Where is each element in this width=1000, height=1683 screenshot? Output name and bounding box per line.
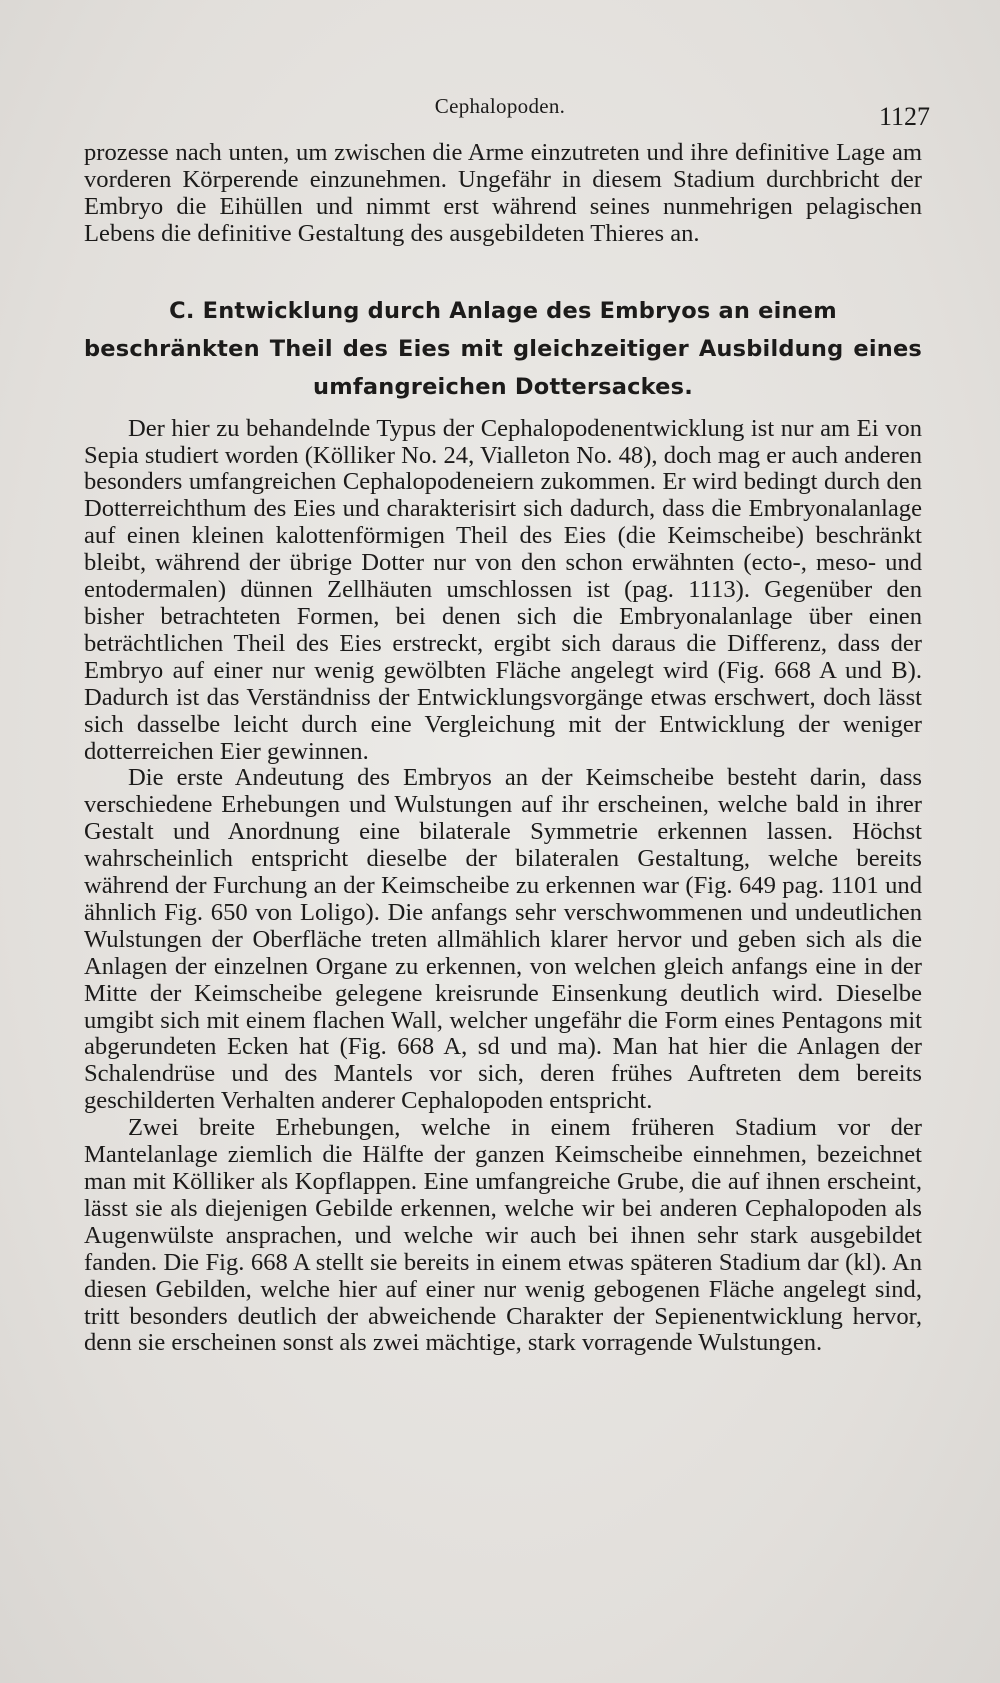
paragraph-continuation: prozesse nach unten, um zwischen die Arme einzutreten und ihre definitive Lage am vorderen Körperende einzunehmen. Ungefähr in diesem Stadium durchbricht der Embryo die Eihüllen und nimmt erst während seines nunmehrigen pelagischen Lebens die definitive Gestaltung des ausgebildeten Thieres an.	[84, 139, 922, 247]
paragraph-2: Die erste Andeutung des Embryos an der Keimscheibe besteht darin, dass verschiedene Erhebungen und Wulstungen auf ihr erscheinen, welche bald in ihrer Gestalt und Anordnung eine bilaterale Symmetrie erkennen lassen. Höchst wahrscheinlich entspricht dieselbe der bilateralen Gestaltung, welche bereits während der Furchung an der Keimscheibe zu erkennen war (Fig. 649 pag. 1101 und ähnlich Fig. 650 von Loligo). Die anfangs sehr verschwommenen und undeutlichen Wulstungen der Oberfläche treten allmählich klarer hervor und geben sich als die Anlagen der einzelnen Organe zu erkennen, von welchen gleich anfangs eine in der Mitte der Keimscheibe gelegene kreisrunde Einsenkung deutlich wird. Dieselbe umgibt sich mit einem flachen Wall, welcher ungefähr die Form eines Pentagons mit abgerundeten Ecken hat (Fig. 668 A, sd und ma). Man hat hier die Anlagen der Schalendrüse und des Mantels vor sich, deren frühes Auftreten dem bereits geschilderten Verhalten anderer Cephalopoden entspricht.	[84, 764, 922, 1115]
section-heading	[84, 292, 922, 406]
section-heading-line-1: C. Entwicklung durch Anlage des Embryos an einem	[169, 297, 837, 324]
section-heading-line-3: umfangreichen Dottersackes.	[313, 373, 693, 400]
section-heading-line-2: beschränkten Theil des Eies mit gleichzeitiger Ausbildung eines	[84, 335, 922, 362]
running-title: Cephalopoden.	[434, 94, 566, 118]
page-body	[84, 140, 922, 1357]
paragraph-3: Zwei breite Erhebungen, welche in einem früheren Stadium vor der Mantelanlage ziemlich die Hälfte der ganzen Keimscheibe einnehmen, bezeichnet man mit Kölliker als Kopflappen. Eine umfangreiche Grube, die auf ihnen erscheint, lässt sie als diejenigen Gebilde erkennen, welche wir bei anderen Cephalopoden als Augenwülste ansprachen, und welche wir auch bei ihnen sehr stark ausgebildet fanden. Die Fig. 668 A stellt sie bereits in einem etwas späteren Stadium dar (kl). An diesen Gebilden, welche hier auf einer nur wenig gebogenen Fläche angelegt sind, tritt besonders deutlich der abweichende Charakter der Sepienentwicklung hervor, denn sie erscheinen sonst als zwei mächtige, stark vorragende Wulstungen.	[84, 1114, 922, 1357]
paragraph-1: Der hier zu behandelnde Typus der Cephalopodenentwicklung ist nur am Ei von Sepia studiert worden (Kölliker No. 24, Vialleton No. 48), doch mag er auch anderen besonders umfangreichen Cephalopodeneiern zukommen. Er wird bedingt durch den Dotterreichthum des Eies und charakterisirt sich dadurch, dass die Embryonalanlage auf einen kleinen kalottenförmigen Theil des Eies (die Keimscheibe) beschränkt bleibt, während der übrige Dotter nur von den schon erwähnten (ecto-, meso- und entodermalen) dünnen Zellhäuten umschlossen ist (pag. 1113). Gegenüber den bisher betrachteten Formen, bei denen sich die Embryonalanlage über einen beträchtlichen Theil des Eies erstreckt, ergibt sich daraus die Differenz, dass der Embryo auf einer nur wenig gewölbten Fläche angelegt wird (Fig. 668 A und B). Dadurch ist das Verständniss der Entwicklungsvorgänge etwas erschwert, doch lässt sich dasselbe leicht durch eine Vergleichung mit der Entwicklung der weniger dotterreichen Eier gewinnen.	[84, 414, 922, 765]
page-number: 1127	[878, 102, 930, 131]
